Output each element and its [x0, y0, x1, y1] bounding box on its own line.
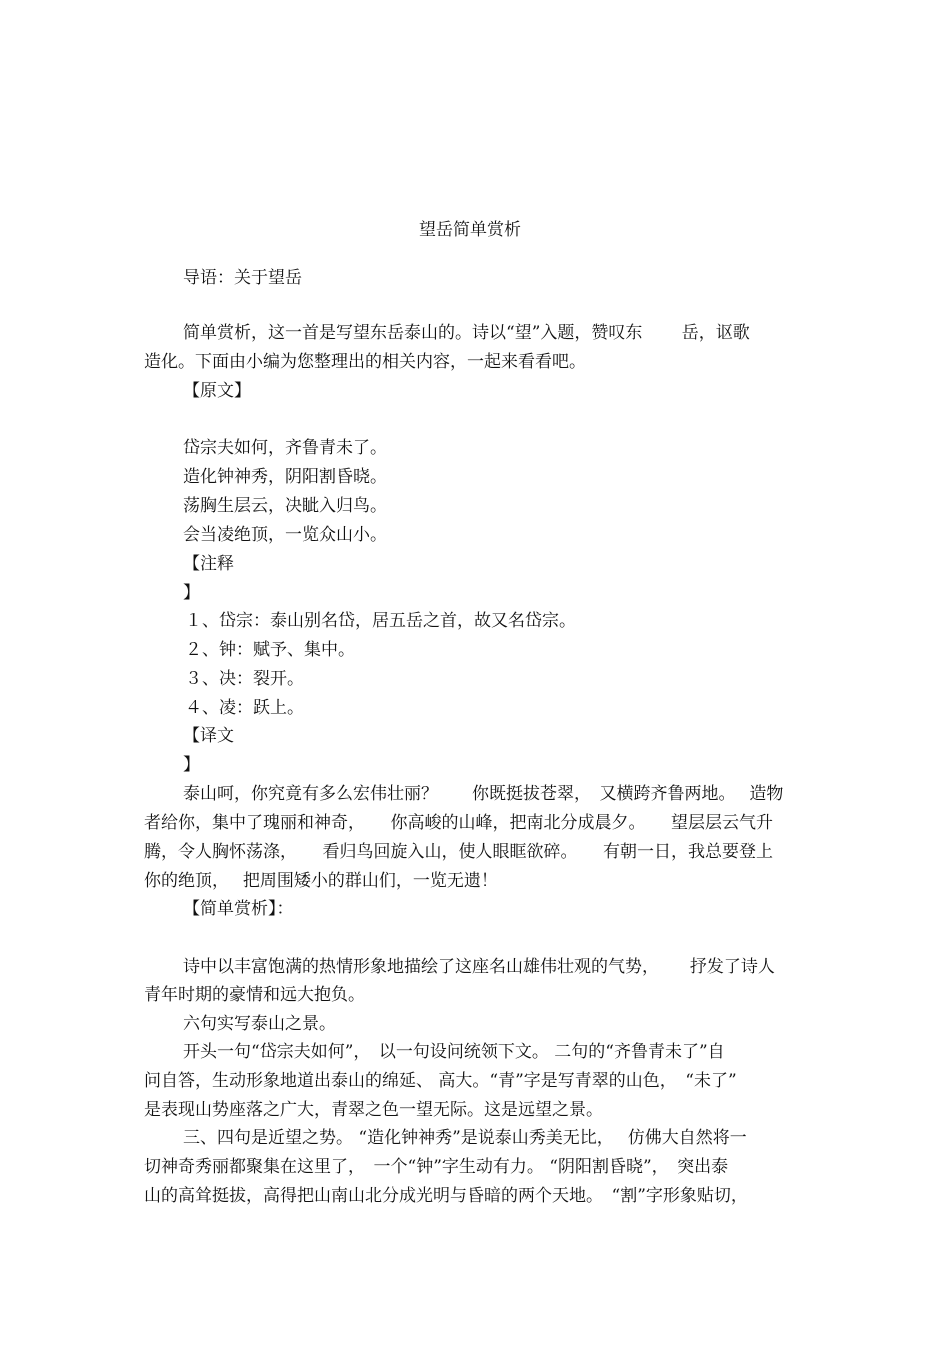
paragraph-line: 简单赏析，这一首是写望东岳泰山的。诗以“望”入题，赞叹东 岳，讴歌 [183, 323, 750, 343]
translation-line: 者给你，集中了瑰丽和神奇， 你高峻的山峰，把南北分成晨夕。 望层层云气升 [144, 813, 773, 833]
section-heading: 【简单赏析】： [183, 899, 294, 919]
poem-line: 荡胸生层云，决眦入归鸟。 [183, 496, 387, 516]
analysis-line: 开头一句“岱宗夫如何”， 以一句设问统领下文。 二句的“齐鲁青未了”自 [183, 1042, 725, 1062]
section-heading: 【原文】 [183, 381, 251, 401]
translation-line: 腾，令人胸怀荡涤， 看归鸟回旋入山，使人眼眶欲碎。 有朝一日，我总要登上 [144, 842, 773, 862]
note-line: １、岱宗：泰山别名岱，居五岳之首，故又名岱宗。 [185, 611, 576, 631]
poem-line: 会当凌绝顶，一览众山小。 [183, 525, 387, 545]
analysis-line: 青年时期的豪情和远大抱负。 [144, 985, 365, 1005]
translation-line: 你的绝顶， 把周围矮小的群山们，一览无遗！ [144, 871, 498, 891]
analysis-line: 是表现山势座落之广大，青翠之色一望无际。这是远望之景。 [144, 1100, 603, 1120]
note-line: ３、决：裂开。 [185, 669, 304, 689]
section-heading: 【译文 [183, 726, 234, 746]
section-heading: 【注释 [183, 554, 234, 574]
analysis-line: 切神奇秀丽都聚集在这里了， 一个“钟”字生动有力。 “阴阳割昏晓”， 突出泰 [144, 1157, 729, 1177]
note-line: ２、钟：赋予、集中。 [185, 640, 355, 660]
poem-line: 造化钟神秀，阴阳割昏晓。 [183, 467, 387, 487]
note-line: ４、凌：跃上。 [185, 698, 304, 718]
analysis-line: 诗中以丰富饱满的热情形象地描绘了这座名山雄伟壮观的气势， 抒发了诗人 [183, 957, 775, 977]
poem-line: 岱宗夫如何，齐鲁青未了。 [183, 438, 387, 458]
intro-line: 导语：关于望岳 [183, 268, 302, 288]
analysis-line: 六句实写泰山之景。 [183, 1014, 336, 1034]
translation-line: 泰山呵，你究竟有多么宏伟壮丽？ 你既挺拔苍翠， 又横跨齐鲁两地。 造物 [183, 784, 784, 804]
analysis-line: 三、四句是近望之势。 “造化钟神秀”是说泰山秀美无比， 仿佛大自然将一 [183, 1128, 747, 1148]
section-heading-close: 】 [183, 583, 200, 603]
analysis-line: 山的高耸挺拔，高得把山南山北分成光明与昏暗的两个天地。 “割”字形象贴切， [144, 1186, 748, 1206]
analysis-line: 问自答，生动形象地道出泰山的绵延、 高大。“青”字是写青翠的山色， “未了” [144, 1071, 737, 1091]
section-heading-close: 】 [183, 755, 200, 775]
page-title: 望岳简单赏析 [419, 220, 521, 240]
paragraph-line: 造化。下面由小编为您整理出的相关内容，一起来看看吧。 [144, 352, 586, 372]
